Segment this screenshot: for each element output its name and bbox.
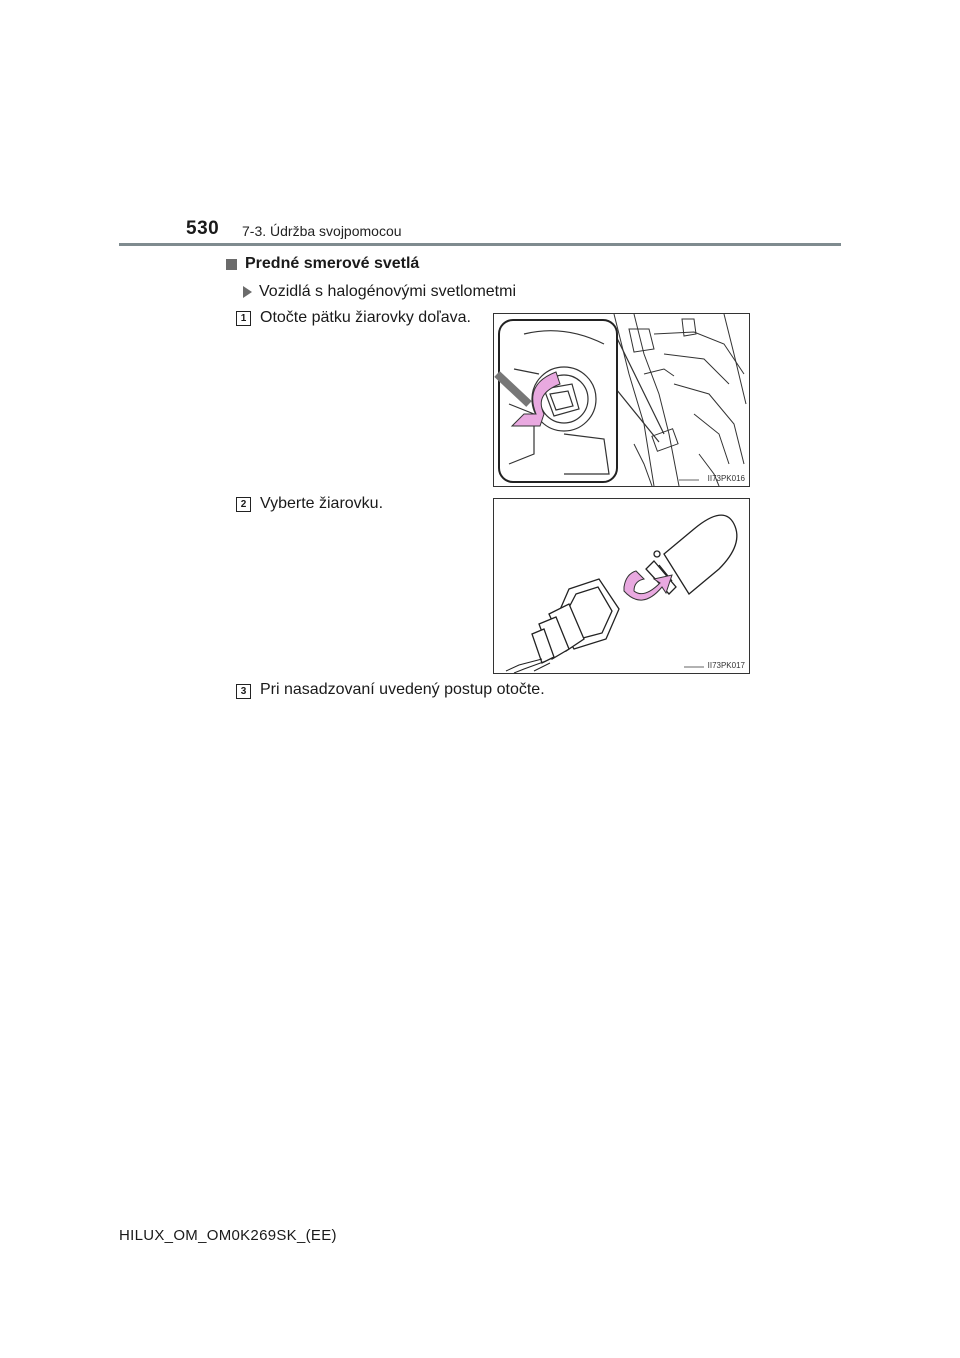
- headlight-assembly-illustration: [494, 314, 749, 486]
- step-number-1: 1: [236, 311, 251, 326]
- step-number-3: 3: [236, 684, 251, 699]
- sub-heading: [243, 283, 516, 301]
- triangle-bullet-icon: [243, 286, 252, 298]
- step-text-1: Otočte pätku žiarovky doľava.: [260, 309, 471, 326]
- chapter-title: 7-3. Údržba svojpomocou: [242, 223, 402, 239]
- figure-bulb-base-rotate: [493, 313, 750, 487]
- square-bullet-icon: [226, 259, 237, 270]
- section-heading: [226, 255, 419, 273]
- page-number: 530: [186, 218, 220, 239]
- step-text-2: Vyberte žiarovku.: [260, 495, 384, 512]
- section-heading-text: Predné smerové svetlá: [245, 255, 420, 272]
- header-rule: [119, 243, 841, 246]
- sub-heading-text: Vozidlá s halogénovými svetlometmi: [259, 283, 517, 300]
- step-number-2: 2: [236, 497, 251, 512]
- bulb-removal-illustration: [494, 499, 749, 673]
- step-text-3: Pri nasadzovaní uvedený postup otočte.: [260, 681, 545, 698]
- figure-bulb-removal: [493, 498, 750, 674]
- figure-code: II73PK016: [707, 474, 745, 483]
- figure-code: II73PK017: [707, 661, 745, 670]
- document-id: HILUX_OM_OM0K269SK_(EE): [119, 1227, 337, 1244]
